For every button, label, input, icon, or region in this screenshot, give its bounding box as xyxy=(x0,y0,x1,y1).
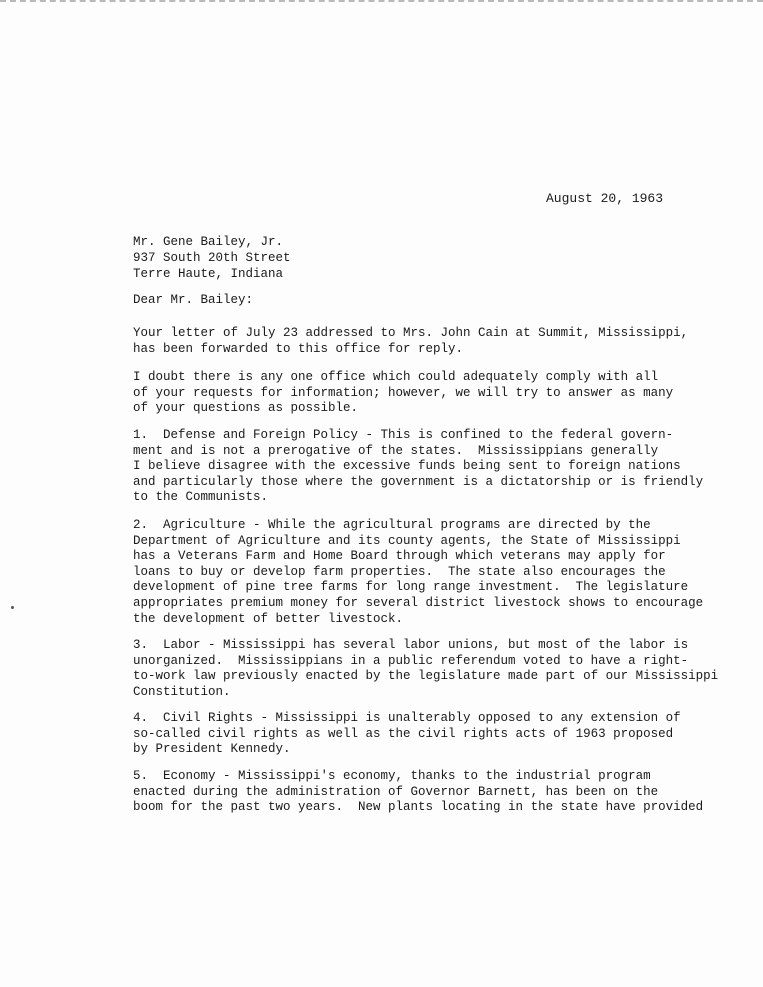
text-line: ment and is not a prerogative of the states. Mississippians generally xyxy=(133,443,659,458)
text-line: so-called civil rights as well as the civil rights acts of 1963 proposed xyxy=(133,726,674,741)
paragraph-civil-rights xyxy=(133,711,681,758)
text-line: appropriates premium money for several district livestock shows to encourage xyxy=(133,595,704,610)
text-line: unorganized. Mississippians in a public referendum voted to have a right- xyxy=(133,653,689,668)
recipient-city: Terre Haute, Indiana xyxy=(133,267,284,281)
text-line: and particularly those where the government is a dictatorship or is friendly xyxy=(133,474,704,489)
text-line: Your letter of July 23 addressed to Mrs. John Cain at Summit, Mississippi, xyxy=(133,326,689,340)
text-line: of your requests for information; however, we will try to answer as many xyxy=(133,385,674,400)
paragraph-defense-foreign-policy xyxy=(133,428,703,506)
salutation: Dear Mr. Bailey: xyxy=(133,293,254,307)
text-line: 3. Labor - Mississippi has several labor unions, but most of the labor is xyxy=(133,638,689,652)
text-line: 2. Agriculture - While the agricultural programs are directed by the xyxy=(133,518,651,532)
recipient-name: Mr. Gene Bailey, Jr. xyxy=(133,235,284,249)
text-line: to the Communists. xyxy=(133,490,269,505)
margin-speck xyxy=(11,606,14,609)
text-line: to-work law previously enacted by the legislature made part of our Mississippi xyxy=(133,669,719,684)
paragraph-intro xyxy=(133,326,688,357)
recipient-address xyxy=(133,234,291,282)
recipient-street: 937 South 20th Street xyxy=(133,251,291,265)
text-line: boom for the past two years. New plants locating in the state have provided xyxy=(133,800,704,815)
perforated-edge xyxy=(0,0,763,6)
letter-date: August 20, 1963 xyxy=(546,191,664,206)
text-line: 5. Economy - Mississippi's economy, thanks to the industrial program xyxy=(133,769,651,783)
paragraph-labor xyxy=(133,638,718,700)
text-line: I believe disagree with the excessive funds being sent to foreign nations xyxy=(133,459,681,474)
text-line: has a Veterans Farm and Home Board through which veterans may apply for xyxy=(133,549,666,564)
text-line: by President Kennedy. xyxy=(133,742,291,757)
text-line: of your questions as possible. xyxy=(133,401,359,416)
text-line: I doubt there is any one office which could adequately comply with all xyxy=(133,370,659,384)
text-line: 4. Civil Rights - Mississippi is unalterably opposed to any extension of xyxy=(133,711,681,725)
text-line: Constitution. xyxy=(133,684,231,699)
text-line: 1. Defense and Foreign Policy - This is confined to the federal govern- xyxy=(133,428,674,442)
text-line: development of pine tree farms for long range investment. The legislature xyxy=(133,580,689,595)
text-line: Department of Agriculture and its county agents, the State of Mississippi xyxy=(133,533,681,548)
paragraph-scope xyxy=(133,370,673,417)
paragraph-agriculture xyxy=(133,518,703,627)
text-line: has been forwarded to this office for reply. xyxy=(133,341,464,356)
text-line: loans to buy or develop farm properties. The state also encourages the xyxy=(133,564,666,579)
paragraph-economy xyxy=(133,769,703,816)
text-line: enacted during the administration of Governor Barnett, has been on the xyxy=(133,784,659,799)
text-line: the development of better livestock. xyxy=(133,611,404,626)
